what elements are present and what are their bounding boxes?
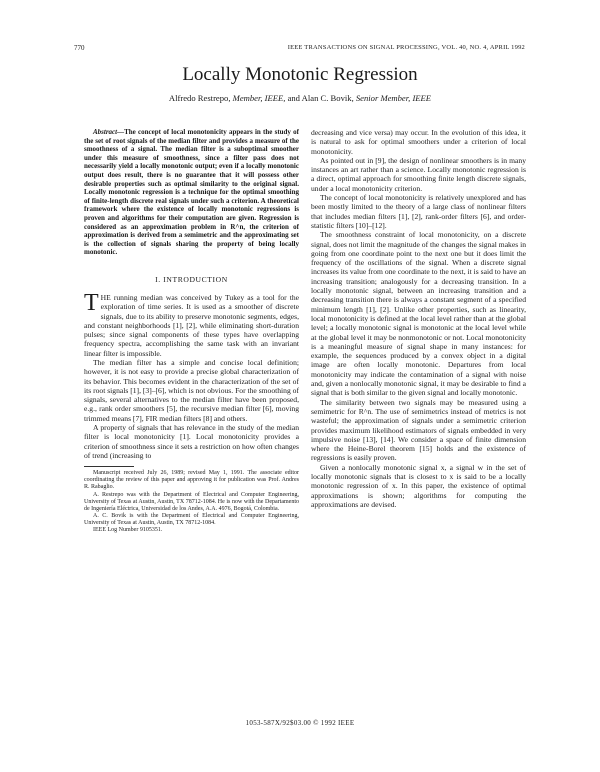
intro-paragraph-1-text: HE running median was conceived by Tukey as a tool for the exploration of time series. It is used as a smoother of discrete signals, due to its ability to preserve monotonic segments, edges, and constant neighborhoods [1], [2], while eliminating short-duration pulses; since signal components of these types have overlapping frequency spectra, accomplishing the same task with an invariant linear filter is impossible. bbox=[84, 292, 299, 358]
section-heading-introduction: I. INTRODUCTION bbox=[155, 274, 228, 284]
author-conjunction: and bbox=[287, 93, 300, 103]
author-2-name: Alan C. Bovik, bbox=[301, 93, 354, 103]
right-column bbox=[311, 128, 526, 509]
right-paragraph-3: The concept of local monotonicity is relatively unexplored and has been mostly limited to the theory of a large class of nonlinear filters that includes median filters [1], [2], rank-order filters [6], and order-statistic filters [10]–[12]. bbox=[311, 193, 526, 230]
intro-paragraph-2: The median filter has a simple and concise local definition; however, it is not easy to provide a precise global characterization of its behavior. This becomes evident in the characterization of the set of its root signals [1], [3]–[6], which is not obvious. For the smoothing of signals, several alternatives to the median filter have been proposed, e.g., rank order smoothers [5], the recursive median filter [6], moving trimmed means [7], FIR median filters [8] and others. bbox=[84, 357, 299, 423]
intro-paragraph-3: A property of signals that has relevance in the study of the median filter is local monotonicity [1]. Local monotonicity provides a criterion of smoothness since it sets a restriction on how often changes of trend (increasing to bbox=[84, 423, 299, 460]
footnote-line: IEEE Log Number 9105351. bbox=[93, 527, 163, 533]
page-number: 770 bbox=[74, 44, 85, 52]
author-1-name: Alfredo Restrepo, bbox=[168, 93, 231, 103]
right-paragraph-5: The similarity between two signals may be measured using a semimetric for R^n. The use of semimetrics instead of metrics is not wasteful; the approximation of signals under a semimetric criterion provides maximum likelihood estimators of signals embedded in very impulsive noise [13], [14]. We consider a space of finite dimension where the Heine-Borel theorem [15] holds and the existence of regressions is easily proven. bbox=[311, 397, 526, 463]
left-column bbox=[84, 128, 299, 534]
abstract-text: The concept of local monotonicity appears in the study of the set of root signals of the median filter and provides a measure of the smoothness of a signal. The median filter is a suboptimal smoother under this measure of smoothness, since a filter pass does not necessarily yield a locally monotonic output; even if a locally monotonic output does result, there is no guarantee that it will possess other desirable properties such as optimal similarity to the original signal. Locally monotonic regression is a technique for the optimal smoothing of finite-length discrete real signals under such a criterion. A theoretical framework where the existence of locally monotonic regressions is proven and algorithms for their computation are given. Regression is considered as an approximation problem in R^n, the criterion of approximation is derived from a semimetric and the approximating set is the collection of signals sharing the property of being locally monotonic. bbox=[84, 128, 299, 257]
right-paragraph-6: Given a nonlocally monotonic signal x, a signal w in the set of locally monotonic signals that is closest to x is said to be a locally monotonic regression of x. In this paper, the existence of optimal approximations is shown; algorithms for computing the approximations are devised. bbox=[311, 462, 526, 509]
footnote-line: A. C. Bovik is with the Department of Electrical and Computer Engineering, University of Texas at Austin, Austin, TX 78712-1084. bbox=[84, 512, 299, 526]
footnote-line: Manuscript received July 26, 1989; revised May 1, 1991. The associate editor coordinating the review of this paper and approving it for publication was Prof. Andres R. Rabaglio. bbox=[84, 470, 299, 491]
author-1-role: Member, IEEE, bbox=[232, 93, 286, 103]
abstract-label: Abstract— bbox=[93, 128, 125, 136]
abstract bbox=[84, 128, 299, 257]
right-paragraph-1: decreasing and vice versa) may occur. In the evolution of this idea, it is natural to ask for optimal smoothers under a criterion of local monotonicity. bbox=[311, 128, 526, 156]
intro-paragraph-1 bbox=[84, 289, 299, 358]
right-paragraph-4: The smoothness constraint of local monotonicity, on a discrete signal, does not limit the magnitude of the changes the signal makes in going from one coordinate point to the next one but it does limit the frequency of the oscillations of the signal. When a discrete signal increases its value from one coordinate to the next, it is said to have an increasing transition; analogously for a decreasing transition. In a locally monotonic signal, between an increasing transition and a decreasing transition there is always a constant segment of a specified minimum length [1], [2]. Unlike other properties, such as linearity, local monotonicity is defined at the local level rather than at the global level; a locally monotonic signal is monotonic at the local level while at the global level it may be nonmonotonic or not. Local monotonicity is a meaningful measure of signal shape in many instances: for example, the sequences produced by a convex object in a digital image are often locally monotonic. Departures from local monotonicity may indicate the contamination of a signal with noise and, given a nonlocally monotonic signal, it may be desirable to find a signal that is both similar to the given signal and locally monotonic. bbox=[311, 230, 526, 398]
footnote bbox=[84, 470, 299, 534]
footnote-rule bbox=[84, 466, 134, 467]
drop-cap: T bbox=[84, 289, 99, 316]
footer-identifier: 1053-587X/92$03.00 © 1992 IEEE bbox=[245, 719, 355, 727]
footnote-line: A. Restrepo was with the Department of Electrical and Computer Engineering, University of Texas at Austin, Austin, TX 78712-1084. He is now with the Departamento de Ingeniería Eléctrica, Universidad de los Andes, A.A. 4976, Bogotá, Colombia. bbox=[84, 491, 299, 512]
author-line bbox=[0, 93, 600, 103]
running-head: IEEE TRANSACTIONS ON SIGNAL PROCESSING, VOL. 40, NO. 4, APRIL 1992 bbox=[287, 44, 525, 51]
paper-title: Locally Monotonic Regression bbox=[182, 64, 418, 85]
right-paragraph-2: As pointed out in [9], the design of nonlinear smoothers is in many instances an art rather than a science. Locally monotonic regression is a direct, optimal approach for smoothing finite length discrete signals, under a local monotonicity criterion. bbox=[311, 155, 526, 193]
author-2-role: Senior Member, IEEE bbox=[355, 93, 432, 103]
